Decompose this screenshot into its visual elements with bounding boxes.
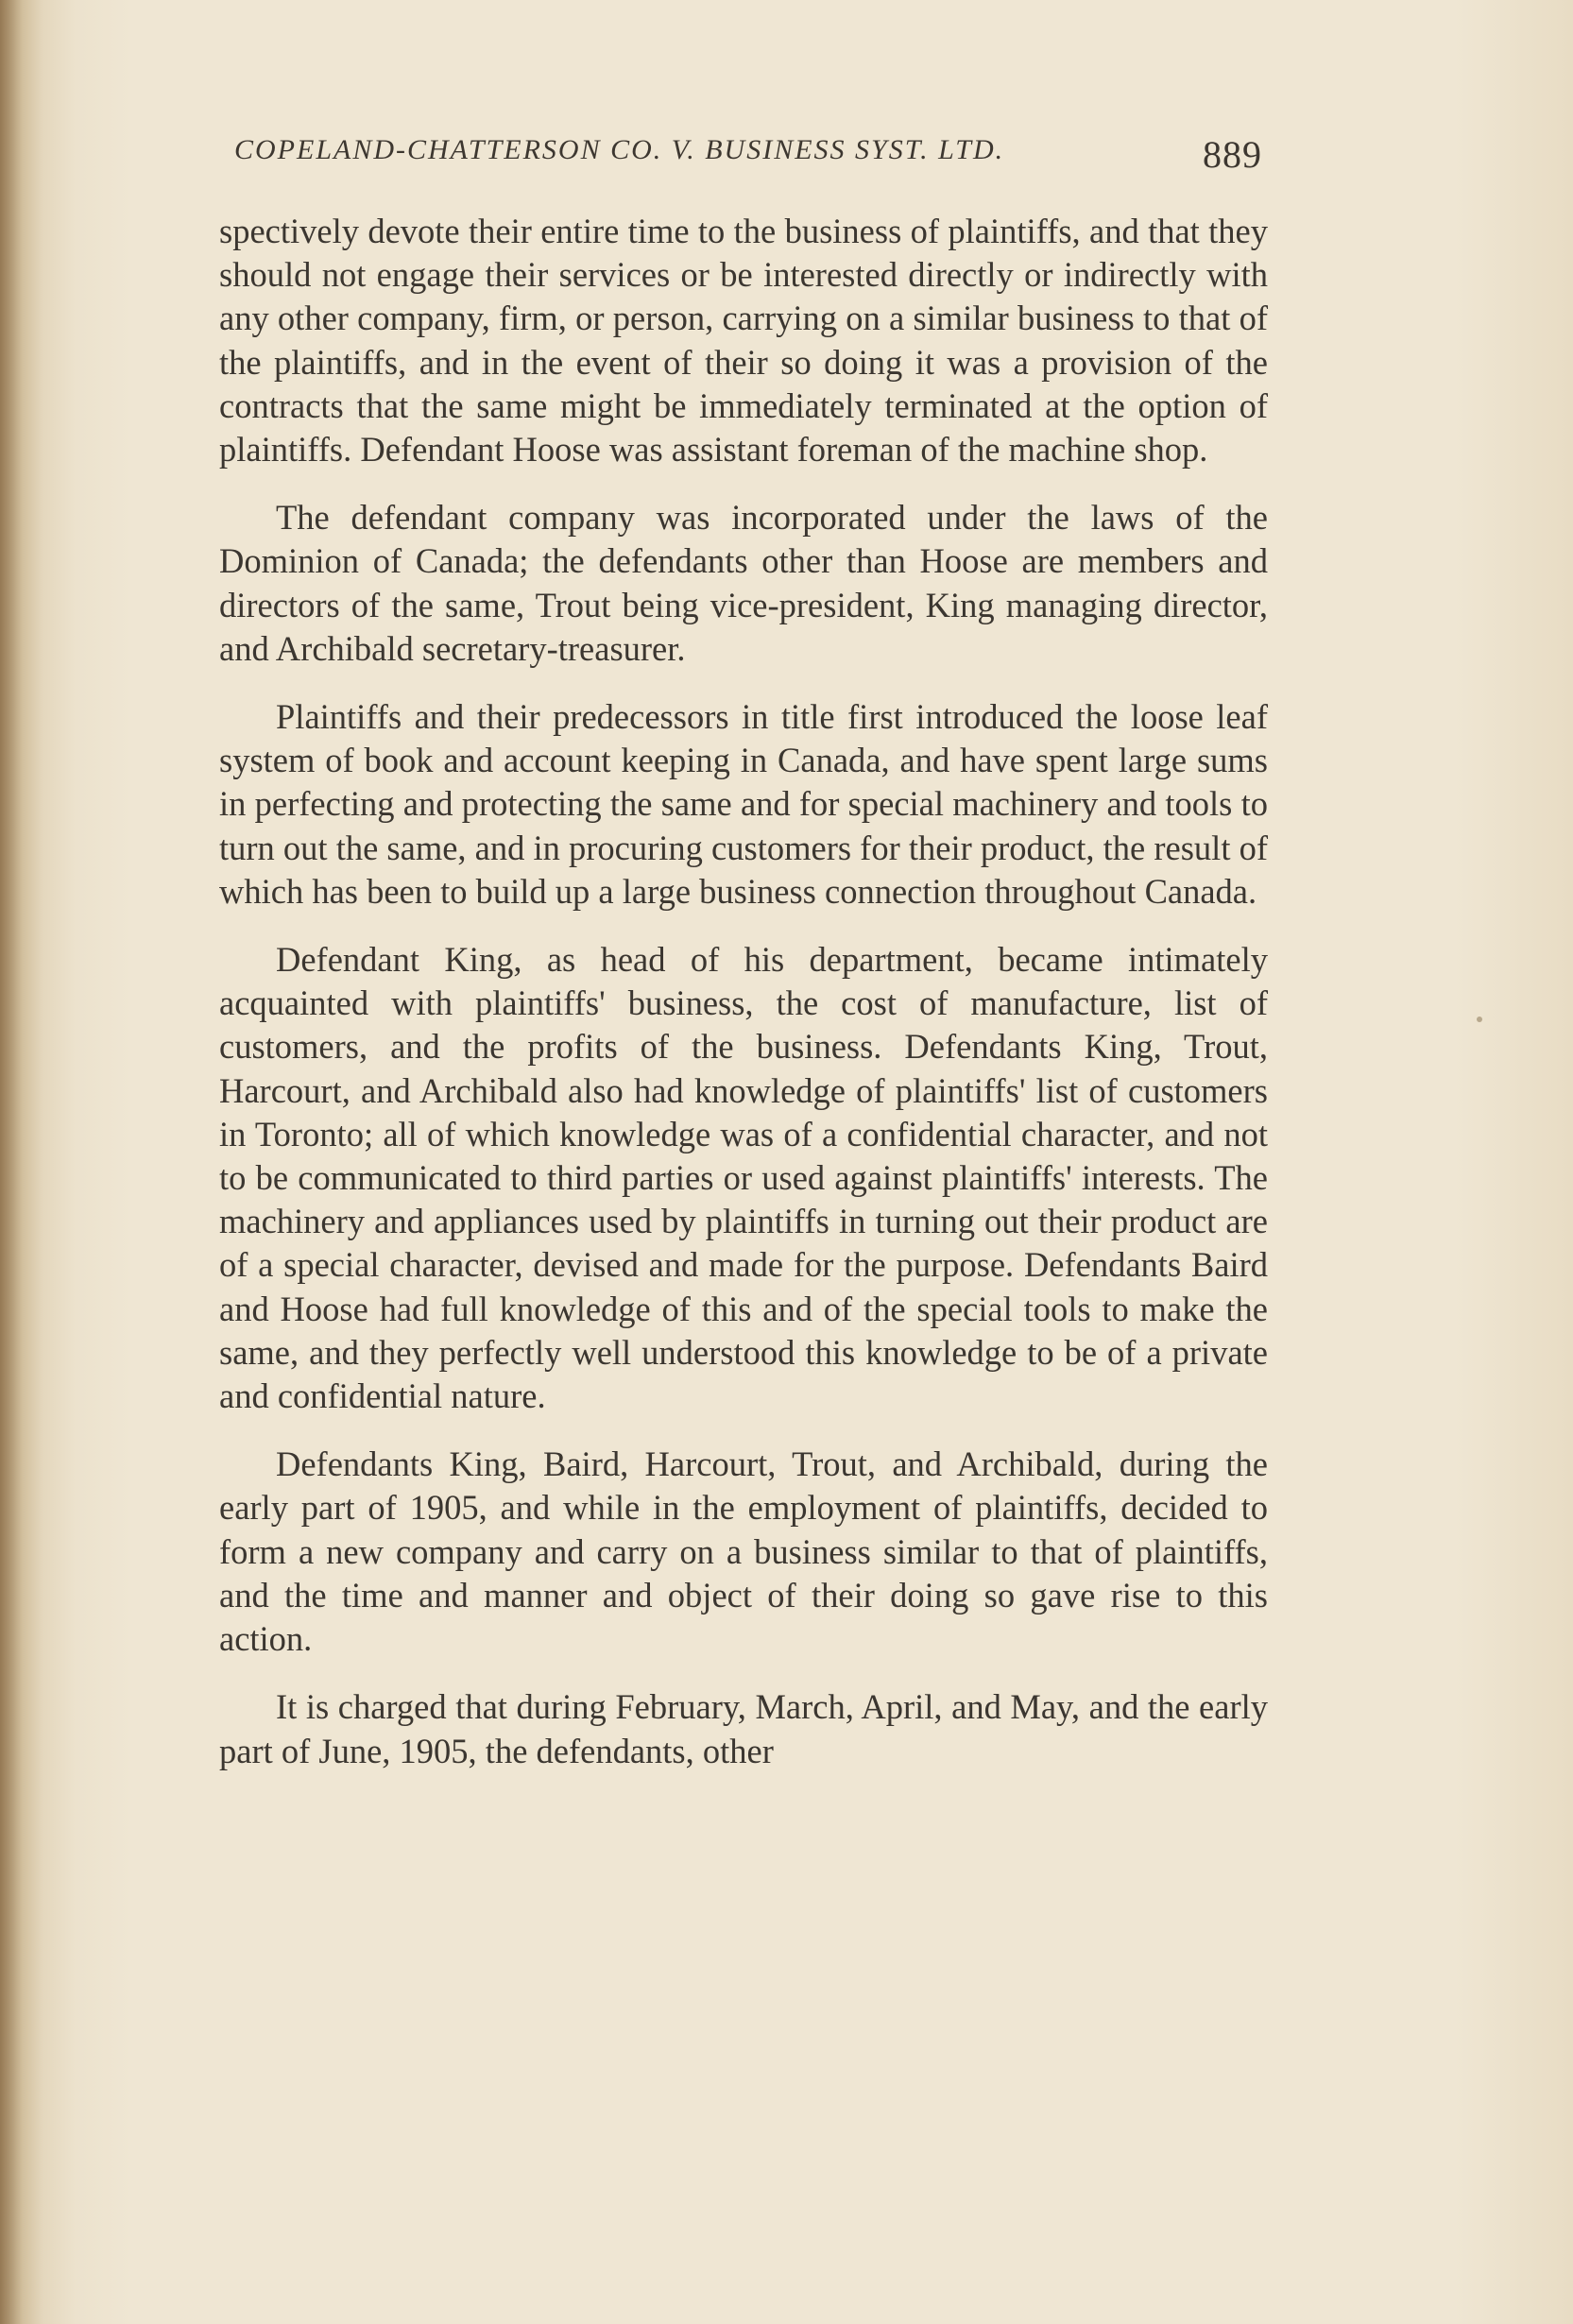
paragraph-6: It is charged that during February, March, April, and May, and the early part of June, 1905, the defendants, other <box>219 1687 1268 1770</box>
page-header <box>234 125 1264 181</box>
paragraph-4: Defendant King, as head of his department, became intimately acquainted with plaintiffs' business, the cost of manufacture, list of customers, and the profits of the business. Defendants King, Trout, Harcourt, and Archibald also had knowledge of plaintiffs' list of customers in Toronto; all of which knowledge was of a confidential character, and not to be communicated to third parties or used against plaintiffs' interests. The machinery and appliances used by plaintiffs in turning out their product are of a special character, devised and made for the purpose. Defendants Baird and Hoose had full knowledge of this and of the special tools to make the same, and they perfectly well understood this knowledge to be of a private and confidential nature. <box>219 940 1268 1416</box>
page-number: 889 <box>1203 133 1262 176</box>
paragraph-3: Plaintiffs and their predecessors in title first introduced the loose leaf system of book and account keeping in Canada, and have spent large sums in perfecting and protecting the same and for special machinery and tools to turn out the same, and in procuring customers for their product, the result of which has been to build up a large business connection throughout Canada. <box>219 697 1268 911</box>
paragraph-5: Defendants King, Baird, Harcourt, Trout, and Archibald, during the early part of 1905, and while in the employment of plaintiffs, decided to form a new company and carry on a business similar to that of plaintiffs, and the time and manner and object of their doing so gave rise to this action. <box>219 1444 1268 1659</box>
body-text <box>219 210 1268 1798</box>
paragraph-2: The defendant company was incorporated under the laws of the Dominion of Canada; the defendants other than Hoose are members and directors of the same, Trout being vice-president, King managing director, and Archibald secretary-treasurer. <box>219 498 1268 668</box>
paper-speck <box>1477 1017 1482 1022</box>
paragraph-1: spectively devote their entire time to the business of plaintiffs, and that they should not engage their services or be interested directly or indirectly with any other company, firm, or person, carrying on a similar business to that of the plaintiffs, and in the event of their so doing it was a provision of the contracts that the same might be immediately terminated at the option of plaintiffs. Defendant Hoose was assistant foreman of the machine shop. <box>219 212 1268 470</box>
running-title: COPELAND-CHATTERSON CO. V. BUSINESS SYST. LTD. <box>234 134 1005 165</box>
page-gutter-shadow <box>0 0 23 2324</box>
